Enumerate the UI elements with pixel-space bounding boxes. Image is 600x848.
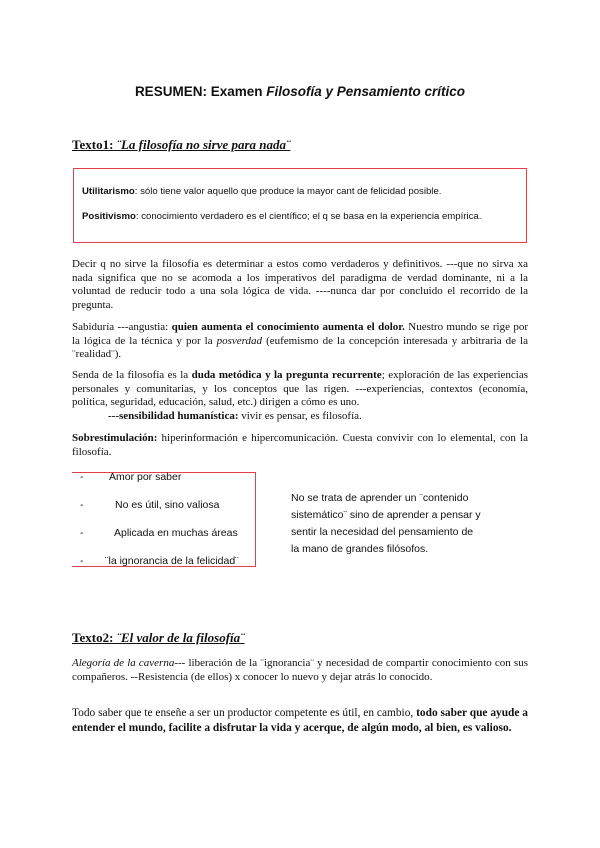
list-text: ¨la ignorancia de la felicidad¨ [105,555,239,567]
p2-bold: quien aumenta el conocimiento aumenta el dolor. [171,321,405,333]
p4-text: hiperinformación e hipercomunicación. Cuesta convivir con lo elemental, con la filosofía. [72,432,528,458]
p2-text: Sabiduría ---angustia: [72,321,172,333]
p6-text: Todo saber que te enseñe a ser un productor competente es útil, en cambio, [72,707,417,719]
definition-utilitarismo [82,186,441,197]
section-heading-texto1 [72,137,290,153]
definition-text: : sólo tiene valor aquello que produce la mayor cant de felicidad posible. [134,186,442,197]
paragraph-5 [72,657,528,684]
list-dash: - [80,499,84,511]
list-dash: - [80,471,84,483]
section-heading-texto2 [72,630,244,646]
definition-positivismo [82,211,481,222]
title-prefix: RESUMEN: Examen [134,84,267,99]
definition-term: Utilitarismo [82,186,135,197]
texto2-title: ¨El valor de la filosofía¨ [116,630,245,645]
features-list-box [72,472,256,567]
list-text: Aplicada en muchas áreas [114,527,238,539]
texto1-title: ¨La filosofía no sirve para nada¨ [116,137,291,152]
texto2-label: Texto2: [72,630,117,645]
side-note: No se trata de aprender un ¨contenido sistemático¨ sino de aprender a pensar y sentir la necesidad del pensamiento de la mano de grandes filósofos. [291,492,481,555]
p6-bold: todo saber que ayude a entender el mundo, facilite a disfrutar la vida y acerque, de algún modo, al bien, es valioso. [72,707,528,734]
paragraph-2 [72,321,528,362]
definition-text: : conocimiento verdadero es el científico; el q se basa en la experiencia empírica. [135,211,482,222]
p3-text: ; exploración de las experiencias personales y comunitarias, y los conceptos que las rigen. ---experiencias, contextos (economía, política, seguridad, educación, salud, etc.) dirigen a cómo es uno. [72,369,528,409]
paragraph-3 [72,369,528,423]
list-dash: - [80,527,84,539]
p5-text: --- liberación de la ¨ignorancia¨ y necesidad de compartir conocimiento con sus compañeros. --Resistencia (de ellos) x conocer lo nuevo y dejar atrás lo conocido. [72,657,528,683]
definition-term: Positivismo [82,211,136,222]
definitions-box [73,168,527,243]
p2-text: Nuestro mundo se rige por la lógica de la técnica y por la [72,321,528,347]
p5-italic: Alegoría de la caverna [72,657,175,669]
list-dash: - [80,555,84,567]
p3-bold: ---sensibilidad humanística: [108,409,239,422]
paragraph-6 [72,706,528,735]
p2-text: (eufemismo de la concepción interesada y arbitraria de la ¨realidad¨). [72,334,528,361]
page-title [0,84,600,99]
p2-italic: posverdad [216,334,263,347]
paragraph-4 [72,432,528,459]
p4-bold: Sobrestimulación: [72,432,158,444]
p3-text: vivir es pensar, es filosofía. [238,409,362,422]
list-text: Amor por saber [109,471,182,483]
p3-text: Senda de la filosofía es la [72,369,192,381]
paragraph-1: Decir q no sirve la filosofía es determinar a estos como verdaderos y definitivos. ---que no sirva xa nada significa que no se acomoda a los imperativos del paradigma de verdad dominante, ni a la voluntad de reducir todo a una sola lógica de vida. ----nunca dar por concluido el recorrido de la pregunta. [72,258,528,311]
texto1-label: Texto1: [72,137,117,152]
list-text: No es útil, sino valiosa [115,499,220,511]
p3-bold: duda metódica y la pregunta recurrente [191,369,382,381]
title-italic: Filosofía y Pensamiento crítico [266,84,466,99]
